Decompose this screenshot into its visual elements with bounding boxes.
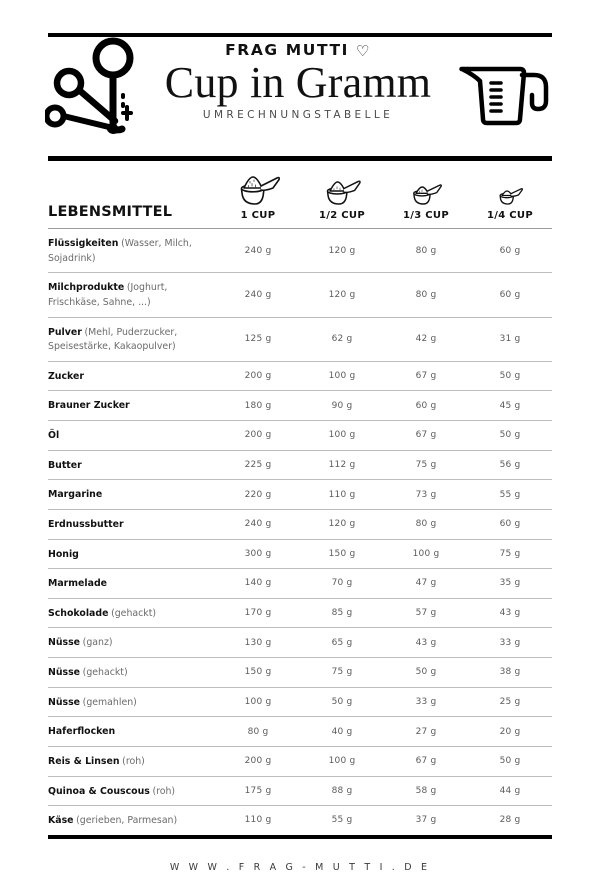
table-cell-cup2: 120 g: [328, 289, 356, 300]
food-name: Reis & Linsen: [48, 755, 120, 767]
header-bottom-divider: [48, 156, 552, 161]
table-cell-cup4: 50 g: [499, 430, 521, 441]
table-row: [48, 273, 552, 317]
food-qualifier: (gehackt): [111, 607, 157, 619]
table-cell-cup1: 240 g: [244, 289, 272, 300]
table-cell-cup1: 180 g: [244, 400, 272, 411]
table-cell-food: [48, 806, 216, 835]
table-cell-cup3: 50 g: [415, 667, 437, 678]
table-cell-cup2: 100 g: [328, 756, 356, 767]
table-cell-cup1: 175 g: [244, 785, 272, 796]
table-cell-cup4: 60 g: [499, 289, 521, 300]
table-cell-cup1: 300 g: [244, 548, 272, 559]
table-cell-cup2: 50 g: [331, 696, 353, 707]
table-row: [48, 628, 552, 658]
food-name: Flüssigkeiten: [48, 238, 119, 249]
measuring-cup-icon-quarter: [496, 175, 524, 205]
table-row: [48, 229, 552, 273]
table-cell-cup2: 75 g: [331, 667, 353, 678]
table-cell-food: [48, 658, 216, 688]
table-row: [48, 539, 552, 569]
food-qualifier: (roh): [122, 755, 145, 767]
table-header-row: [48, 175, 552, 229]
title-block: [140, 43, 456, 121]
table-cell-cup3: 58 g: [415, 785, 437, 796]
table-row: [48, 658, 552, 688]
table-cell-cup4: 25 g: [499, 696, 521, 707]
table-cell-cup3: 57 g: [415, 608, 437, 619]
page-subtitle: UMRECHNUNGSTABELLE: [202, 108, 394, 121]
column-header-food-label: LEBENSMITTEL: [48, 204, 173, 220]
food-name: Quinoa & Couscous: [48, 785, 150, 797]
food-qualifier: (ganz): [82, 637, 113, 649]
table-cell-food: [48, 317, 216, 361]
table-cell-food: [48, 628, 216, 658]
food-qualifier: (gerieben, Parmesan): [76, 815, 178, 827]
food-name: Schokolade: [48, 607, 109, 619]
table-row: [48, 776, 552, 806]
measuring-cup-icon-half: [322, 175, 362, 205]
table-cell-cup4: 50 g: [499, 371, 521, 382]
table-cell-food: [48, 391, 216, 421]
table-cell-cup3: 67 g: [415, 430, 437, 441]
table-cell-cup2: 90 g: [331, 400, 353, 411]
table-cell-food: [48, 598, 216, 628]
table-cell-cup3: 73 g: [415, 489, 437, 500]
table-cell-cup2: 88 g: [331, 785, 353, 796]
page-title: Cup in Gramm: [164, 58, 432, 107]
table-cell-food: [48, 450, 216, 480]
table-cell-cup3: 80 g: [415, 289, 437, 300]
table-cell-cup4: 55 g: [499, 489, 521, 500]
table-cell-cup3: 100 g: [412, 548, 440, 559]
column-header-cup-4-label: 1/4 CUP: [487, 210, 533, 221]
food-name: Käse: [48, 815, 74, 827]
column-header-cup-2-label: 1/2 CUP: [319, 210, 365, 221]
table-cell-cup3: 37 g: [415, 815, 437, 826]
table-cell-cup2: 62 g: [331, 334, 353, 345]
table-row: [48, 361, 552, 391]
table-cell-food: [48, 480, 216, 510]
table-cell-cup2: 150 g: [328, 548, 356, 559]
table-cell-cup1: 200 g: [244, 756, 272, 767]
table-cell-cup1: 80 g: [247, 726, 269, 737]
table-cell-cup4: 33 g: [499, 637, 521, 648]
table-cell-cup4: 35 g: [499, 578, 521, 589]
table-cell-cup1: 240 g: [244, 245, 272, 256]
table-cell-cup2: 120 g: [328, 245, 356, 256]
table-cell-cup1: 200 g: [244, 371, 272, 382]
table-cell-cup3: 80 g: [415, 245, 437, 256]
heart-icon: ♡: [349, 42, 371, 60]
column-header-cup-1-label: 1 CUP: [240, 210, 276, 221]
table-row: [48, 509, 552, 539]
food-name: Milchprodukte: [48, 282, 125, 294]
food-name: Marmelade: [48, 578, 108, 590]
table-cell-cup4: 56 g: [499, 459, 521, 470]
table-cell-cup1: 125 g: [244, 334, 272, 345]
food-name: Nüsse: [48, 696, 81, 708]
table-cell-cup2: 85 g: [331, 608, 353, 619]
food-name: Zucker: [48, 370, 84, 382]
table-row: [48, 687, 552, 717]
table-cell-cup4: 45 g: [499, 400, 521, 411]
table-header: [48, 175, 552, 229]
table-cell-cup1: 200 g: [244, 430, 272, 441]
table-cell-food: [48, 421, 216, 451]
table-cell-cup1: 225 g: [244, 459, 272, 470]
table-cell-cup1: 110 g: [244, 815, 272, 826]
table-cell-cup4: 38 g: [499, 667, 521, 678]
table-row: [48, 421, 552, 451]
food-qualifier: (Wasser, Milch, Sojadrink): [48, 238, 192, 264]
table-bottom-divider: [48, 835, 552, 839]
table-cell-food: [48, 229, 216, 273]
table-cell-cup4: 20 g: [499, 726, 521, 737]
food-qualifier: (gehackt): [82, 667, 128, 678]
food-qualifier: (Joghurt, Frischkäse, Sahne, ...): [48, 282, 168, 308]
brand-line: [140, 43, 456, 59]
table-row: [48, 480, 552, 510]
column-header-cup-4: [468, 175, 552, 229]
table-cell-food: [48, 746, 216, 776]
table-cell-cup2: 120 g: [328, 519, 356, 530]
table-cell-food: [48, 273, 216, 317]
food-name: Öl: [48, 430, 60, 441]
table-cell-cup1: 150 g: [244, 667, 272, 678]
table-cell-cup3: 27 g: [415, 726, 437, 737]
table-cell-cup2: 65 g: [331, 637, 353, 648]
table-cell-cup4: 75 g: [499, 548, 521, 559]
conversion-table-page: [0, 33, 600, 881]
measuring-jug-icon: [458, 61, 554, 127]
table-row: [48, 569, 552, 599]
table-cell-food: [48, 539, 216, 569]
table-cell-cup3: 42 g: [415, 334, 437, 345]
measuring-cup-icon-third: [409, 175, 443, 205]
food-name: Nüsse: [48, 637, 81, 649]
table-cell-cup4: 43 g: [499, 608, 521, 619]
column-header-cup-1: [216, 175, 300, 229]
table-cell-cup3: 80 g: [415, 519, 437, 530]
food-name: Nüsse: [48, 667, 81, 678]
table-cell-cup2: 112 g: [328, 459, 356, 470]
table-cell-food: [48, 717, 216, 747]
column-header-cup-3-label: 1/3 CUP: [403, 210, 449, 221]
table-cell-cup1: 130 g: [244, 637, 272, 648]
table-body: [48, 229, 552, 835]
table-row: [48, 746, 552, 776]
table-cell-cup1: 170 g: [244, 608, 272, 619]
table-cell-food: [48, 687, 216, 717]
measuring-cup-icon-full: [235, 175, 281, 205]
brand-name: FRAG MUTTI: [225, 41, 350, 59]
food-name: Haferflocken: [48, 726, 116, 738]
table-cell-cup1: 220 g: [244, 489, 272, 500]
food-name: Butter: [48, 459, 82, 471]
table-row: [48, 391, 552, 421]
table-cell-food: [48, 569, 216, 599]
table-cell-cup3: 67 g: [415, 371, 437, 382]
food-name: Honig: [48, 548, 79, 560]
column-header-cup-2: [300, 175, 384, 229]
table-cell-cup2: 100 g: [328, 430, 356, 441]
table-row: [48, 806, 552, 835]
food-name: Pulver: [48, 326, 82, 338]
table-cell-cup2: 55 g: [331, 815, 353, 826]
table-cell-cup4: 50 g: [499, 756, 521, 767]
measuring-spoons-icon: [45, 37, 147, 141]
table-cell-cup3: 43 g: [415, 637, 437, 648]
food-name: Brauner Zucker: [48, 400, 130, 412]
page-header: [48, 37, 552, 150]
table-row: [48, 450, 552, 480]
food-name: Margarine: [48, 489, 103, 501]
table-cell-cup1: 140 g: [244, 578, 272, 589]
table-cell-cup2: 40 g: [331, 726, 353, 737]
table-cell-cup4: 28 g: [499, 815, 521, 826]
table-cell-cup2: 100 g: [328, 371, 356, 382]
table-cell-cup4: 60 g: [499, 519, 521, 530]
table-cell-cup3: 67 g: [415, 756, 437, 767]
table-cell-food: [48, 361, 216, 391]
table-cell-cup4: 60 g: [499, 245, 521, 256]
table-row: [48, 598, 552, 628]
column-header-food: [48, 175, 216, 229]
table-cell-cup3: 33 g: [415, 696, 437, 707]
table-cell-cup1: 240 g: [244, 519, 272, 530]
food-qualifier: (roh): [152, 785, 176, 797]
footer-website[interactable]: W W W . F R A G - M U T T I . D E: [169, 861, 431, 873]
table-row: [48, 317, 552, 361]
table-cell-food: [48, 509, 216, 539]
cup-to-gram-table: [48, 175, 552, 835]
table-cell-cup3: 47 g: [415, 578, 437, 589]
food-qualifier: (gemahlen): [82, 696, 137, 708]
food-qualifier: (Mehl, Puderzucker, Speisestärke, Kakaopulver): [48, 326, 178, 353]
table-cell-cup2: 110 g: [328, 489, 356, 500]
table-cell-food: [48, 776, 216, 806]
table-cell-cup3: 60 g: [415, 400, 437, 411]
table-cell-cup2: 70 g: [331, 578, 353, 589]
column-header-cup-3: [384, 175, 468, 229]
table-cell-cup1: 100 g: [244, 696, 272, 707]
table-cell-cup4: 44 g: [499, 785, 521, 796]
table-row: [48, 717, 552, 747]
table-cell-cup4: 31 g: [499, 334, 521, 345]
table-cell-cup3: 75 g: [415, 459, 437, 470]
food-name: Erdnussbutter: [48, 518, 124, 530]
